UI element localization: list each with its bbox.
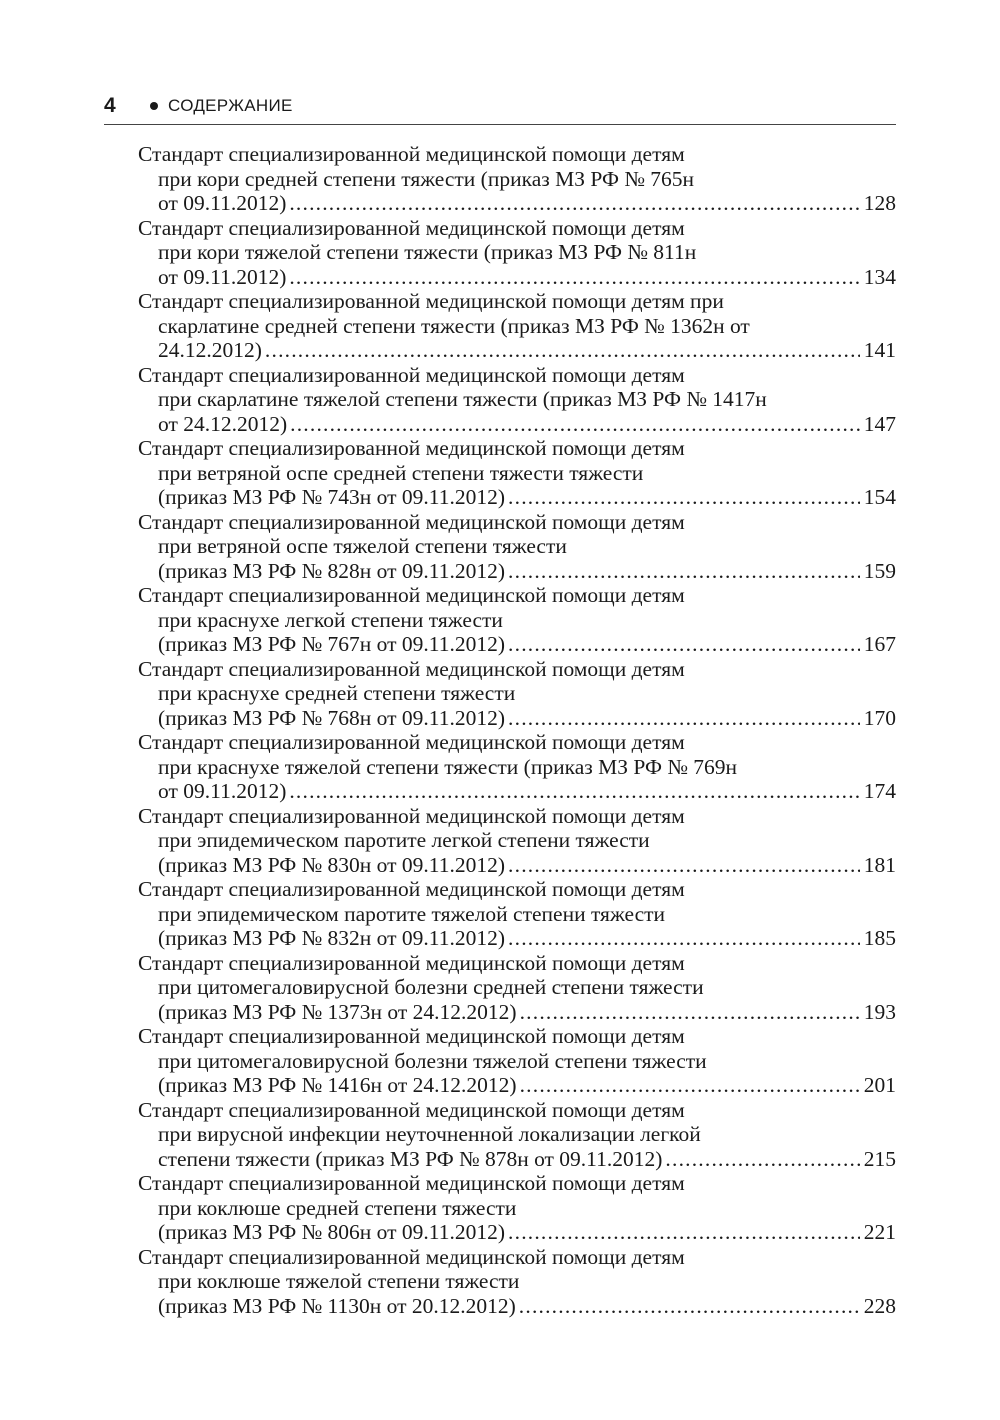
toc-entry-title: Стандарт специализированной медицинской помощи детям xyxy=(138,877,685,901)
toc-page-number: 215 xyxy=(863,1146,896,1171)
toc-entry-order: (приказ МЗ РФ № 768н от 09.11.2012) xyxy=(158,705,506,730)
toc-entry-last-line xyxy=(138,412,896,437)
toc-entry-title: Стандарт специализированной медицинской помощи детям xyxy=(138,142,685,166)
dot-leader xyxy=(508,706,860,731)
toc-entry-title: Стандарт специализированной медицинской помощи детям xyxy=(138,803,685,828)
toc-entry-order: степени тяжести (приказ МЗ РФ № 878н от 09.11.2012) xyxy=(158,1146,663,1171)
toc-entry-order: (приказ МЗ РФ № 767н от 09.11.2012) xyxy=(158,632,506,656)
toc-entry-subtitle: при скарлатине тяжелой степени тяжести (приказ МЗ РФ № 1417н xyxy=(158,387,767,411)
dot-leader xyxy=(289,779,859,804)
bullet-icon xyxy=(150,102,158,110)
page-header xyxy=(104,92,896,125)
toc-entry xyxy=(138,1245,896,1319)
toc-entry-subtitle: при вирусной инфекции неуточненной локализации легкой xyxy=(158,1122,701,1146)
dot-leader xyxy=(508,559,860,584)
toc-entry-last-line xyxy=(138,632,896,657)
toc-entry-subtitle: при ветряной оспе средней степени тяжести тяжести xyxy=(158,460,644,485)
toc-entry xyxy=(138,436,896,510)
toc-entry-last-line xyxy=(138,191,896,216)
toc-entry-title: Стандарт специализированной медицинской помощи детям xyxy=(138,215,685,240)
toc-entry-order: от 09.11.2012) xyxy=(158,191,287,215)
toc-entry xyxy=(138,289,896,363)
toc-entry-order: от 24.12.2012) xyxy=(158,411,288,436)
toc-entry-order: от 09.11.2012) xyxy=(158,779,287,803)
toc-entry-last-line xyxy=(138,1000,896,1025)
toc-entry-subtitle: при коклюше тяжелой степени тяжести xyxy=(158,1269,520,1293)
section-title: СОДЕРЖАНИЕ xyxy=(168,96,293,115)
dot-leader xyxy=(508,1220,860,1245)
toc-entry xyxy=(138,1098,896,1172)
toc-entry-subtitle: при краснухе тяжелой степени тяжести (приказ МЗ РФ № 769н xyxy=(158,754,737,779)
toc-entry-order: 24.12.2012) xyxy=(158,338,262,362)
dot-leader xyxy=(290,412,860,437)
toc-entry-title: Стандарт специализированной медицинской помощи детям xyxy=(138,656,685,681)
dot-leader xyxy=(289,265,859,290)
toc-entry-title: Стандарт специализированной медицинской помощи детям xyxy=(138,509,685,534)
dot-leader xyxy=(508,632,860,657)
toc-entry-last-line xyxy=(138,559,896,584)
toc-page-number: 141 xyxy=(863,338,896,362)
toc-entry xyxy=(138,730,896,804)
toc-entry-subtitle: при краснухе средней степени тяжести xyxy=(158,681,516,705)
toc-entry-subtitle: при кори тяжелой степени тяжести (приказ МЗ РФ № 811н xyxy=(158,240,697,264)
toc-page-number: 185 xyxy=(863,926,896,950)
toc-page-number: 174 xyxy=(863,779,896,803)
toc-page-number: 147 xyxy=(863,411,896,436)
toc-entry-title: Стандарт специализированной медицинской помощи детям xyxy=(138,1171,685,1195)
toc-entry-title: Стандарт специализированной медицинской помощи детям xyxy=(138,1097,685,1122)
toc-entry-title: Стандарт специализированной медицинской помощи детям xyxy=(138,730,685,754)
toc-entry-subtitle: при краснухе легкой степени тяжести xyxy=(158,607,503,632)
dot-leader xyxy=(520,1000,860,1025)
toc-entry xyxy=(138,1024,896,1098)
toc-entry-order: (приказ МЗ РФ № 743н от 09.11.2012) xyxy=(158,485,506,509)
toc-entry-subtitle: при коклюше средней степени тяжести xyxy=(158,1195,517,1220)
toc-entry-title: Стандарт специализированной медицинской помощи детям xyxy=(138,583,685,607)
toc-entry-subtitle: при эпидемическом паротите тяжелой степени тяжести xyxy=(158,901,666,926)
toc-entry xyxy=(138,804,896,878)
dot-leader xyxy=(508,485,860,510)
toc-entry-order: (приказ МЗ РФ № 830н от 09.11.2012) xyxy=(158,852,506,877)
toc-entry-order: (приказ МЗ РФ № 1416н от 24.12.2012) xyxy=(158,1073,517,1097)
toc-entry-subtitle: при эпидемическом паротите легкой степени тяжести xyxy=(158,828,650,852)
toc-entry-subtitle: при цитомегаловирусной болезни средней степени тяжести xyxy=(158,975,704,999)
toc-page-number: 134 xyxy=(863,264,896,289)
toc-page-number: 181 xyxy=(863,852,896,877)
toc-entry-last-line xyxy=(138,706,896,731)
toc-entry xyxy=(138,657,896,731)
toc-entry-order: (приказ МЗ РФ № 1373н от 24.12.2012) xyxy=(158,999,517,1024)
toc-entry-title: Стандарт специализированной медицинской помощи детям xyxy=(138,1244,685,1269)
toc-entry-subtitle: при ветряной оспе тяжелой степени тяжести xyxy=(158,534,567,558)
toc-entry-title: Стандарт специализированной медицинской помощи детям xyxy=(138,950,685,975)
toc-page-number: 159 xyxy=(863,558,896,583)
toc-entry-last-line xyxy=(138,1147,896,1172)
dot-leader xyxy=(289,191,859,216)
toc-entry-last-line xyxy=(138,853,896,878)
toc-entry xyxy=(138,1171,896,1245)
toc-page-number: 221 xyxy=(863,1220,896,1244)
toc-entry-subtitle: при цитомегаловирусной болезни тяжелой степени тяжести xyxy=(158,1048,707,1073)
toc-entry-last-line xyxy=(138,926,896,951)
page-number: 4 xyxy=(104,94,116,117)
toc-entry-last-line xyxy=(138,265,896,290)
toc-entry-subtitle: скарлатине средней степени тяжести (приказ МЗ РФ № 1362н от xyxy=(158,313,750,338)
toc-page-number: 167 xyxy=(863,632,896,656)
dot-leader xyxy=(665,1147,859,1172)
toc-entry-order: (приказ МЗ РФ № 1130н от 20.12.2012) xyxy=(158,1293,516,1318)
toc-entry-last-line xyxy=(138,779,896,804)
toc-entry-last-line xyxy=(138,1073,896,1098)
toc-page-number: 193 xyxy=(863,999,896,1024)
toc-entry xyxy=(138,877,896,951)
toc-entry xyxy=(138,951,896,1025)
dot-leader xyxy=(520,1073,860,1098)
dot-leader xyxy=(265,338,860,363)
table-of-contents xyxy=(138,142,896,1318)
toc-entry xyxy=(138,142,896,216)
dot-leader xyxy=(508,926,860,951)
dot-leader xyxy=(519,1294,860,1319)
toc-page-number: 154 xyxy=(863,485,896,509)
toc-page-number: 201 xyxy=(863,1073,896,1097)
toc-entry-last-line xyxy=(138,1294,896,1319)
toc-entry-order: (приказ МЗ РФ № 828н от 09.11.2012) xyxy=(158,558,506,583)
toc-entry-title: Стандарт специализированной медицинской помощи детям xyxy=(138,362,685,387)
dot-leader xyxy=(508,853,860,878)
toc-entry-last-line xyxy=(138,1220,896,1245)
toc-entry-last-line xyxy=(138,338,896,363)
toc-page-number: 128 xyxy=(863,191,896,215)
toc-entry-title: Стандарт специализированной медицинской помощи детям xyxy=(138,1024,685,1048)
toc-entry xyxy=(138,363,896,437)
toc-page-number: 170 xyxy=(863,705,896,730)
toc-entry-subtitle: при кори средней степени тяжести (приказ МЗ РФ № 765н xyxy=(158,166,694,191)
toc-entry-last-line xyxy=(138,485,896,510)
toc-entry xyxy=(138,216,896,290)
toc-page-number: 228 xyxy=(863,1293,896,1318)
toc-entry-title: Стандарт специализированной медицинской помощи детям при xyxy=(138,289,724,313)
toc-entry-title: Стандарт специализированной медицинской помощи детям xyxy=(138,436,685,460)
toc-entry-order: (приказ МЗ РФ № 806н от 09.11.2012) xyxy=(158,1220,506,1244)
toc-entry-order: от 09.11.2012) xyxy=(158,264,287,289)
toc-entry-order: (приказ МЗ РФ № 832н от 09.11.2012) xyxy=(158,926,506,950)
toc-entry xyxy=(138,510,896,584)
toc-entry xyxy=(138,583,896,657)
